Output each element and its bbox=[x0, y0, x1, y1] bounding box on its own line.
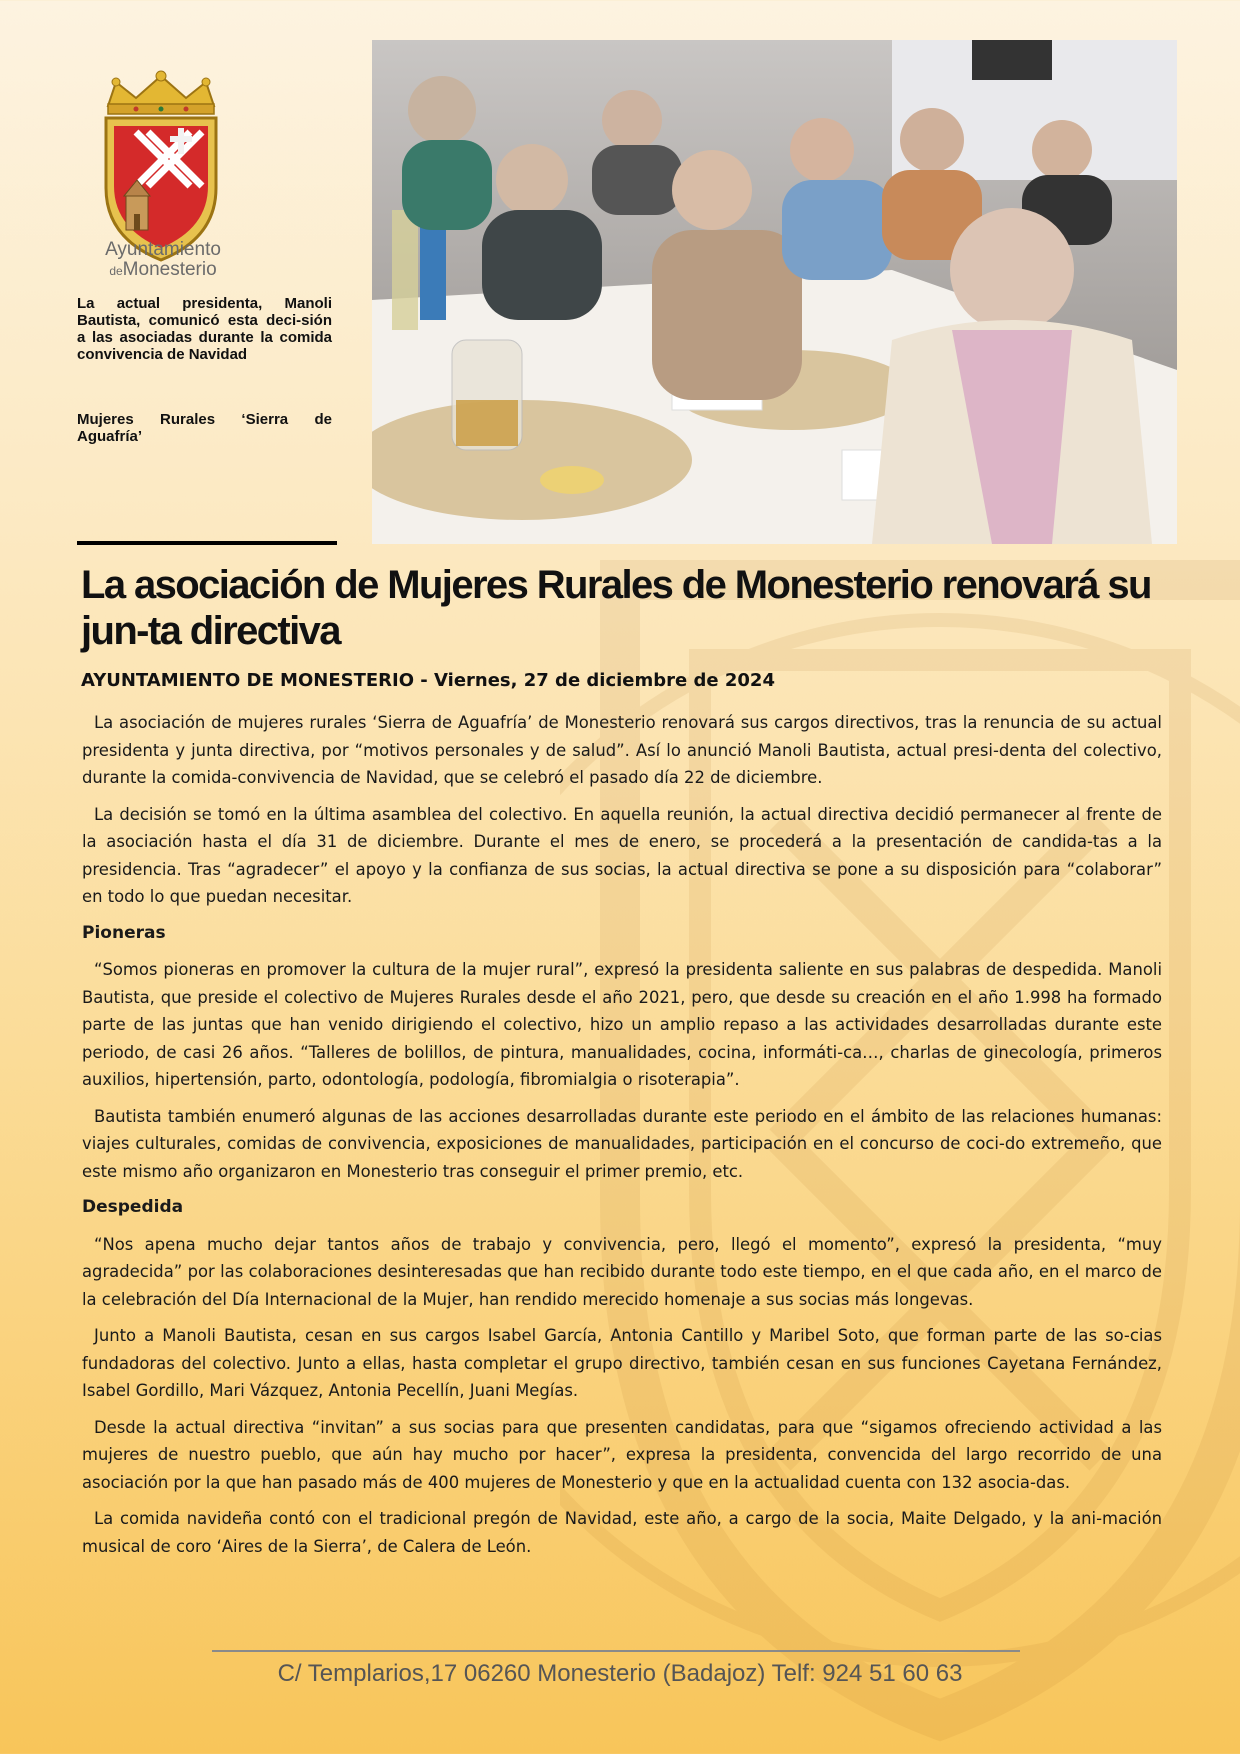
article-headline: La asociación de Mujeres Rurales de Monesterio renovará su jun-ta directiva bbox=[81, 563, 1151, 653]
article-byline: AYUNTAMIENTO DE MONESTERIO - Viernes, 27 de diciembre de 2024 bbox=[81, 670, 775, 691]
logo-line-1: Ayuntamiento bbox=[105, 239, 221, 260]
footer-divider bbox=[212, 1650, 1020, 1652]
crown-icon bbox=[108, 71, 214, 114]
article-paragraph: “Nos apena mucho dejar tantos años de trabajo y convivencia, pero, llegó el momento”, expresó la presidenta, “muy agradecida” por las colaboraciones desinteresadas que han recibido durante todo este tiempo, en el que cada año, en el marco de la celebración del Día Internacional de la Mujer, han rendido merecido homenaje a sus socias más longevas. bbox=[82, 1234, 1162, 1309]
section-heading-pioneras: Pioneras bbox=[82, 922, 166, 943]
photo-caption: La actual presidenta, Manoli Bautista, comunicó esta deci-sión a las asociadas durante la comida convivencia de Navidad bbox=[77, 295, 332, 363]
section-heading-despedida: Despedida bbox=[82, 1197, 184, 1217]
logo-wordmark bbox=[86, 240, 240, 281]
article-paragraph: “Somos pioneras en promover la cultura de la mujer rural”, expresó la presidenta saliente en sus palabras de despedida. Manoli Bautista, que preside el colectivo de Mujeres Rurales desde el año 2021, pero, que desde su creación en el año 1.998 ha formado parte de las juntas que han venido dirigiendo el colectivo, hizo un amplio repaso a las actividades desarrolladas durante este periodo, de casi 26 años. “Talleres de bolillos, de pintura, manualidades, cocina, informáti-ca…, charlas de ginecología, primeros auxilios, hipertensión, parto, odontología, podología, fibromialgia o risoterapia”. bbox=[82, 960, 1162, 1089]
logo-line-2: Monesterio bbox=[122, 259, 217, 280]
logo-line-2-prefix: de bbox=[109, 264, 123, 278]
article-paragraph: La asociación de mujeres rurales ‘Sierra de Aguafría’ de Monesterio renovará sus cargos directivos, tras la renuncia de su actual presidenta y junta directiva, por “motivos personales y de salud”. Así lo anunció Manoli Bautista, actual presi-denta del colectivo, durante la comida-convivencia de Navidad, que se celebró el pasado día 22 de diciembre. bbox=[82, 713, 1162, 787]
article-paragraph: Junto a Manoli Bautista, cesan en sus cargos Isabel García, Antonia Cantillo y Maribel Soto, que forman parte de las so-cias fundadoras del colectivo. Junto a ellas, hasta completar el grupo directivo, también cesan en sus funciones Cayetana Fernández, Isabel Gordillo, Mari Vázquez, Antonia Pecellín, Juani Megías. bbox=[82, 1326, 1162, 1400]
sidebar-divider bbox=[77, 541, 337, 545]
article-body bbox=[82, 709, 1162, 1569]
christmas-lunch-photo bbox=[372, 40, 1177, 544]
article-paragraph: Bautista también enumeró algunas de las acciones desarrolladas durante este periodo en el ámbito de las relaciones humanas: viajes culturales, comidas de convivencia, exposiciones de manualidades, participación en el concurso de coci-do extremeño, que este mismo año organizaron en Monesterio tras conseguir el primer premio, etc. bbox=[82, 1106, 1162, 1181]
association-name-caption: Mujeres Rurales ‘Sierra de Aguafría’ bbox=[77, 411, 332, 445]
article-paragraph: La decisión se tomó en la última asamblea del colectivo. En aquella reunión, la actual directiva decidió permanecer al frente de la asociación hasta el día 31 de diciembre. Durante el mes de enero, se procederá a la presentación de candida-tas a la presidencia. Tras “agradecer” el apoyo y la confianza de sus socias, la actual directiva se pone a su disposición para “colaborar” en todo lo que puedan necesitar. bbox=[82, 804, 1162, 906]
article-paragraph: La comida navideña contó con el tradicional pregón de Navidad, este año, a cargo de la socia, Maite Delgado, y la ani-mación musical de coro ‘Aires de la Sierra’, de Calera de León. bbox=[82, 1509, 1162, 1556]
article-paragraph: Desde la actual directiva “invitan” a sus socias para que presenten candidatas, para que “sigamos ofreciendo actividad a las mujeres de nuestro pueblo, que aún hay mucho por hacer”, expresa la presidenta, convencida del largo recorrido de una asociación por la que han pasado más de 400 mujeres de Monesterio y que en la actualidad cuenta con 132 asocia-das. bbox=[82, 1417, 1162, 1492]
footer-address: C/ Templarios,17 06260 Monesterio (Badajoz) Telf: 924 51 60 63 bbox=[277, 1660, 963, 1687]
